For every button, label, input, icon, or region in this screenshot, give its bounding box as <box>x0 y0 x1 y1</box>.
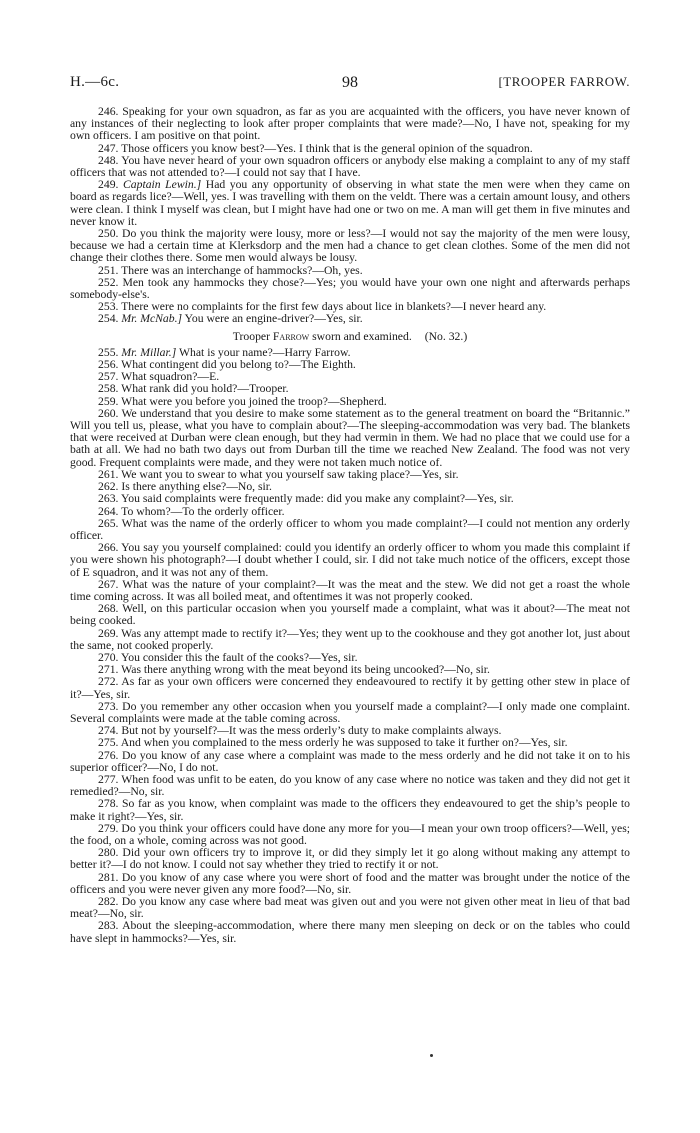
question-number: 265. <box>98 516 119 530</box>
heading-witness-name: Farrow <box>272 329 310 343</box>
testimony-before <box>70 106 630 326</box>
question-number: 266. <box>98 541 119 555</box>
section-heading <box>70 331 630 343</box>
question-text: When food was unfit to be eaten, do you know of any case where no notice was taken and they did not get it remedied?—No, sir. <box>70 772 631 799</box>
question-text: As far as your own officers were concerned they endeavoured to rectify it by getting other stew in place of it?—Yes, sir. <box>70 675 630 701</box>
question-text: There were no complaints for the first few days about lice in blankets?—I never heard any. <box>121 300 547 314</box>
question-text: We understand that you desire to make some statement as to the general treatment on board the “Britannic.” Will you tell us, please, what you have to complain about?—The sleeping-accommodation was very bad. The blankets that were received at Durban were clean enough, but they had vermin in them. We had no place that we could use for a bath at all. We had no bath two days out from Durban till the time we reached New Zealand. The food was not very good. Frequent complaints were made, and they were not taken much notice of. <box>70 406 630 469</box>
question-text: You consider this the fault of the cooks?—Yes, sir. <box>120 650 358 664</box>
question-text: Had you any opportunity of observing in what state the men were when they came on board as regards lice?—Well, yes. I was travelling with them on the veldt. There was a certain amount lousy, and others were clean. I think I myself was clean, but I might have had one or two on me. A man will get them in five minutes and never know it. <box>70 178 630 228</box>
question-number: 281. <box>98 870 119 884</box>
question-text: What squadron?—E. <box>121 370 220 384</box>
question-number: 254. <box>98 312 119 326</box>
question-paragraph <box>70 823 630 847</box>
question-paragraph <box>70 408 630 469</box>
question-number: 282. <box>98 895 119 908</box>
question-text: You say you yourself complained: could you identify an orderly officer to whom you made this complaint if you were shown his photograph?—I doubt whether I could, sir. I did not take much notice of the officers, except those of E squadron, and it was not any of them. <box>70 541 630 579</box>
question-paragraph <box>70 750 630 774</box>
question-number: 249. <box>98 178 119 192</box>
question-number: 248. <box>98 153 119 167</box>
question-paragraph <box>70 798 630 822</box>
question-paragraph <box>70 847 630 871</box>
question-number: 251. <box>98 263 119 277</box>
question-number: 274. <box>98 724 119 738</box>
question-text: Was there anything wrong with the meat beyond its being uncooked?—No, sir. <box>121 663 490 677</box>
question-text: Do you think the majority were lousy, more or less?—I would not say the majority of the men were lousy, because we had a certain time at Klerksdorp and the men had a chance to get clean clothes. Some of the men did not change their clothes there. Some men would always be lousy. <box>70 227 631 265</box>
question-number: 268. <box>98 602 119 616</box>
question-number: 279. <box>98 821 119 835</box>
question-text: Those officers you know best?—Yes. I think that is the general opinion of the squadron. <box>121 141 533 155</box>
heading-number: (No. 32.) <box>424 329 468 343</box>
question-number: 263. <box>98 492 119 506</box>
question-text: Do you know any case where bad meat was given out and you were not given other meat in lieu of that bad meat?—No, sir. <box>70 895 631 921</box>
question-number: 259. <box>98 394 119 408</box>
question-paragraph <box>70 106 630 143</box>
question-number: 267. <box>98 577 119 591</box>
question-text: We want you to swear to what you yourself saw taking place?—Yes, sir. <box>121 467 459 481</box>
question-text: Do you know of any case where you were short of food and the matter was brought under the notice of the officers and you were never given any more food?—No, sir. <box>70 870 630 896</box>
question-number: 278. <box>98 797 119 811</box>
question-number: 280. <box>98 846 119 860</box>
question-paragraph <box>70 313 630 325</box>
question-number: 271. <box>98 663 119 677</box>
question-text: Well, on this particular occasion when you yourself made a complaint, what was it about?—The meat not being cooked. <box>70 602 630 628</box>
speaker-name: Mr. Millar.] <box>121 345 177 359</box>
question-paragraph <box>70 155 630 179</box>
question-number: 256. <box>98 358 119 372</box>
question-number: 277. <box>98 772 119 786</box>
question-number: 270. <box>98 650 119 664</box>
question-text: Was any attempt made to rectify it?—Yes; they went up to the cookhouse and they got another lot, just about the same, not cooked properly. <box>70 626 630 652</box>
question-number: 257. <box>98 370 119 384</box>
question-number: 264. <box>98 504 119 518</box>
question-text: Speaking for your own squadron, as far as you are acquainted with the officers, you have never known of any instances of their neglecting to look after proper complaints that were made?—No, I have not, speaking for my own officers. I am positive on that point. <box>70 105 630 143</box>
question-paragraph <box>70 896 630 920</box>
page-body <box>70 106 630 945</box>
question-number: 260. <box>98 406 119 420</box>
question-text: You said complaints were frequently made: did you make any complaint?—Yes, sir. <box>120 492 514 506</box>
question-text: What was the name of the orderly officer to whom you made complaint?—I could not mention any orderly officer. <box>70 516 630 542</box>
question-number: 253. <box>98 300 119 314</box>
question-paragraph <box>70 872 630 896</box>
question-text: But not by yourself?—It was the mess orderly’s duty to make complaints always. <box>121 724 502 738</box>
question-text: You have never heard of your own squadron officers or anybody else making a complaint to any of my staff officers that was not attended to?—I could not say that I have. <box>70 153 630 180</box>
question-number: 275. <box>98 736 119 750</box>
question-text: So far as you know, when complaint was made to the officers they endeavoured to get the ship’s people to make it right?—Yes, sir. <box>70 797 630 823</box>
question-paragraph <box>70 518 630 542</box>
question-text: What were you before you joined the troop?—Shepherd. <box>121 394 387 408</box>
question-text: About the sleeping-accommodation, where there many men sleeping on deck or on the tables who could have slept in hammocks?—Yes, sir. <box>70 919 630 945</box>
question-number: 262. <box>98 480 119 494</box>
question-text: To whom?—To the orderly officer. <box>121 504 285 518</box>
question-paragraph <box>70 628 630 652</box>
question-paragraph <box>70 676 630 700</box>
question-text: Is there anything else?—No, sir. <box>121 480 272 494</box>
page-header <box>70 74 630 96</box>
question-number: 252. <box>98 275 119 289</box>
question-paragraph <box>70 542 630 579</box>
question-text: Do you remember any other occasion when you yourself made a complaint?—I only made one complaint. Several complaints were made at the table coming across. <box>70 699 630 725</box>
speaker-name: Mr. McNab.] <box>121 312 183 326</box>
question-text: And when you complained to the mess orderly he was supposed to take it further on?—Yes, sir. <box>120 736 568 750</box>
question-text: What is your name?—Harry Farrow. <box>178 345 351 359</box>
document-code: H.—6c. <box>70 74 120 90</box>
question-number: 273. <box>98 699 119 713</box>
question-text: What contingent did you belong to?—The Eighth. <box>121 358 356 372</box>
heading-prefix: Trooper <box>232 329 270 343</box>
question-paragraph <box>70 179 630 228</box>
page-number: 98 <box>342 74 358 91</box>
question-paragraph <box>70 277 630 301</box>
question-text: You were an engine-driver?—Yes, sir. <box>184 312 363 326</box>
print-speck <box>430 1054 433 1057</box>
question-text: What was the nature of your complaint?—It was the meat and the stew. We did not get a roast the whole time coming across. It was all boiled meat, and oftentimes it was not properly cooked. <box>70 577 630 603</box>
question-paragraph <box>70 603 630 627</box>
question-number: 258. <box>98 382 119 396</box>
speaker-name: Captain Lewin.] <box>122 178 202 192</box>
question-text: Men took any hammocks they chose?—Yes; you would have your own one night and afterwards perhaps somebody-else's. <box>70 275 630 302</box>
question-number: 250. <box>98 227 119 241</box>
question-number: 246. <box>98 105 119 118</box>
question-paragraph <box>70 774 630 798</box>
question-text: Did your own officers try to improve it, or did they simply let it go along without making any attempt to better it?—I do not know. I could not say whether they tried to rectify it or not. <box>70 846 630 872</box>
question-number: 255. <box>98 345 119 359</box>
question-number: 276. <box>98 748 119 762</box>
heading-suffix: sworn and examined. <box>312 329 412 343</box>
testimony-after <box>70 347 630 945</box>
question-text: What rank did you hold?—Trooper. <box>121 382 289 396</box>
question-text: Do you think your officers could have done any more for you—I mean your own troop officers?—Well, yes; the food, on a whole, coming across was not good. <box>70 821 631 847</box>
question-number: 269. <box>98 626 119 640</box>
running-head: [TROOPER FARROW. <box>498 74 630 89</box>
question-number: 272. <box>98 675 119 689</box>
question-number: 283. <box>98 919 119 933</box>
question-text: Do you know of any case where a complaint was made to the mess orderly and he did not take it on to his superior officer?—No, I do not. <box>70 748 631 774</box>
question-number: 261. <box>98 467 119 481</box>
question-paragraph <box>70 920 630 944</box>
question-text: There was an interchange of hammocks?—Oh, yes. <box>121 263 363 277</box>
question-paragraph <box>70 701 630 725</box>
question-number: 247. <box>98 141 119 155</box>
question-paragraph <box>70 579 630 603</box>
question-paragraph <box>70 228 630 265</box>
